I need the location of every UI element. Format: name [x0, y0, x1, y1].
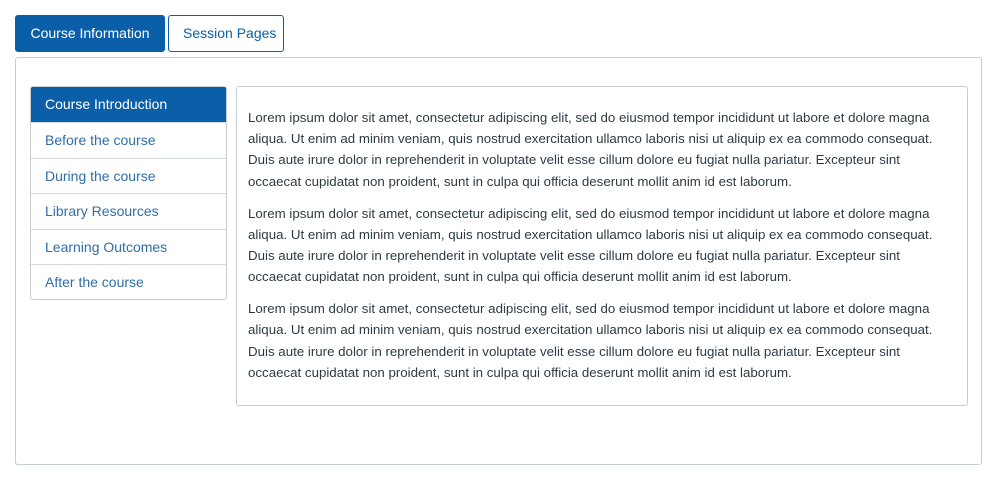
sidebar-item-learning-outcomes[interactable]: Learning Outcomes	[31, 229, 226, 264]
tab-course-information[interactable]: Course Information	[15, 15, 165, 52]
sidebar-item-course-introduction[interactable]: Course Introduction	[31, 87, 226, 122]
sidebar-nav	[30, 86, 227, 300]
sidebar-item-before-the-course[interactable]: Before the course	[31, 122, 226, 157]
tab-bar	[15, 15, 284, 52]
tab-panel	[15, 57, 982, 465]
sidebar-item-during-the-course[interactable]: During the course	[31, 158, 226, 193]
content-area	[236, 86, 968, 406]
sidebar-item-library-resources[interactable]: Library Resources	[31, 193, 226, 228]
sidebar-item-after-the-course[interactable]: After the course	[31, 264, 226, 299]
content-paragraph: Lorem ipsum dolor sit amet, consectetur adipiscing elit, sed do eiusmod tempor incididunt ut labore et dolore magna aliqua. Ut enim ad minim veniam, quis nostrud exercitation ullamco laboris nisi ut aliquip ex ea commodo consequat. Duis aute irure dolor in reprehenderit in voluptate velit esse cillum dolore eu fugiat nulla pariatur. Excepteur sint occaecat cupidatat non proident, sunt in culpa qui officia deserunt mollit anim id est laborum.	[248, 205, 933, 285]
tab-session-pages[interactable]: Session Pages	[168, 15, 284, 52]
content-paragraph: Lorem ipsum dolor sit amet, consectetur adipiscing elit, sed do eiusmod tempor incididunt ut labore et dolore magna aliqua. Ut enim ad minim veniam, quis nostrud exercitation ullamco laboris nisi ut aliquip ex ea commodo consequat. Duis aute irure dolor in reprehenderit in voluptate velit esse cillum dolore eu fugiat nulla pariatur. Excepteur sint occaecat cupidatat non proident, sunt in culpa qui officia deserunt mollit anim id est laborum.	[248, 110, 933, 189]
content-paragraph: Lorem ipsum dolor sit amet, consectetur adipiscing elit, sed do eiusmod tempor incididunt ut labore et dolore magna aliqua. Ut enim ad minim veniam, quis nostrud exercitation ullamco laboris nisi ut aliquip ex ea commodo consequat. Duis aute irure dolor in reprehenderit in voluptate velit esse cillum dolore eu fugiat nulla pariatur. Excepteur sint occaecat cupidatat non proident, sunt in culpa qui officia deserunt mollit anim id est laborum.	[248, 301, 933, 380]
